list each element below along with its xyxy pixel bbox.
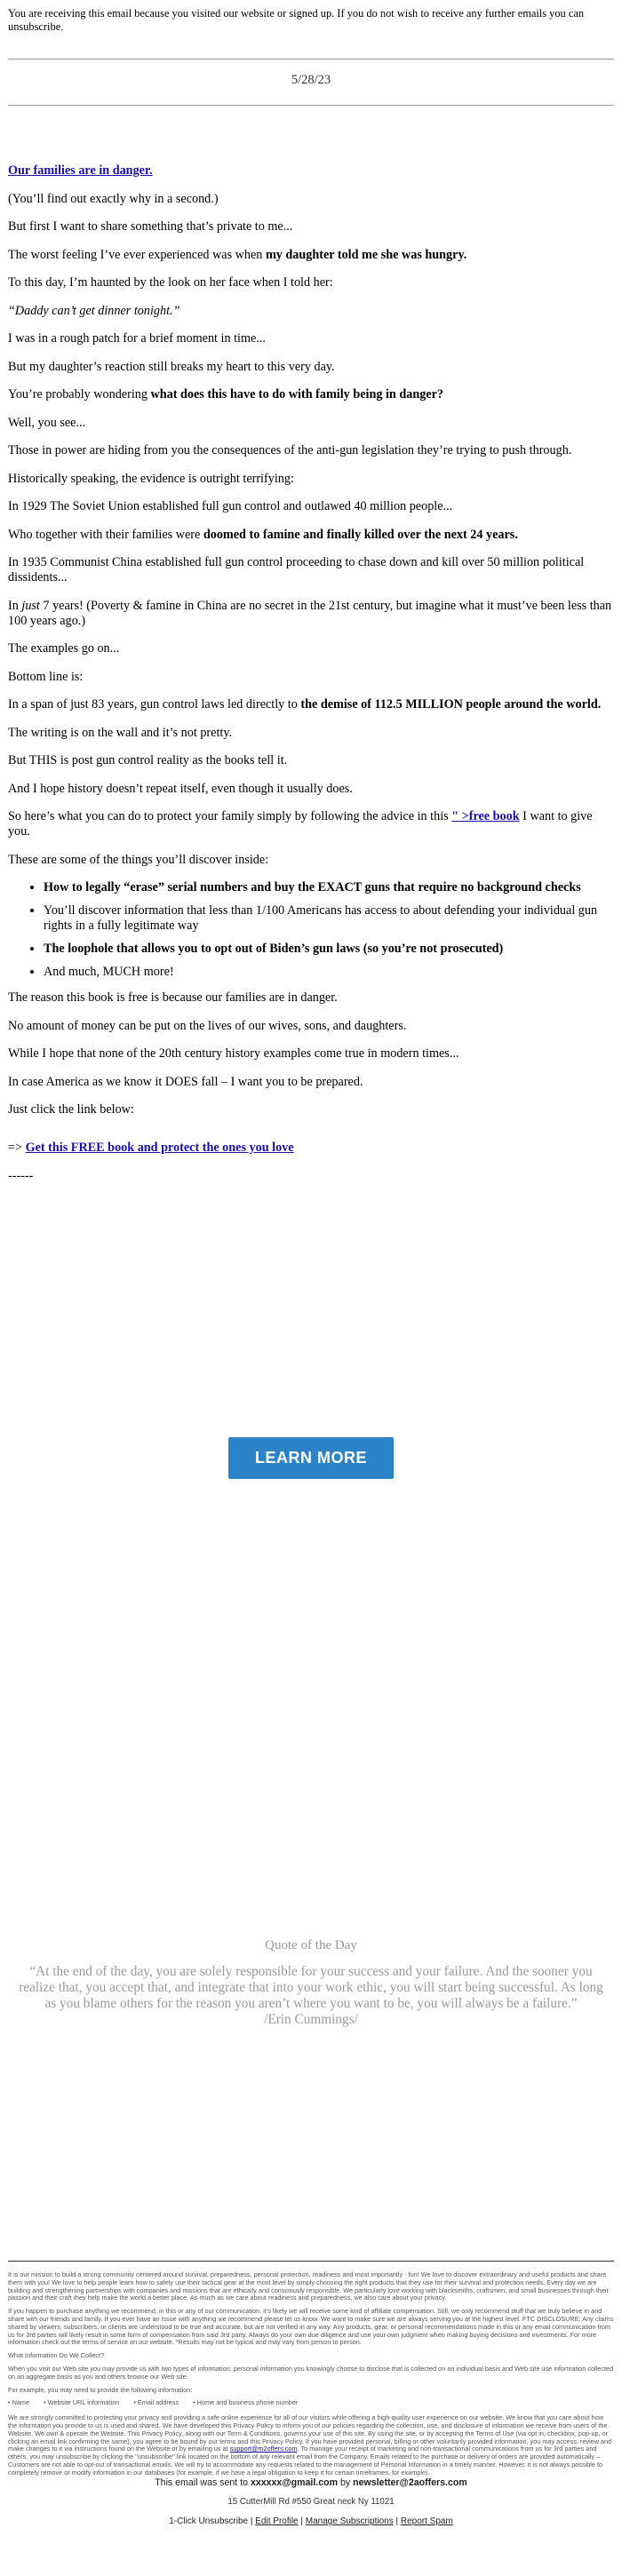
paragraph: Historically speaking, the evidence is outright terrifying: bbox=[8, 471, 294, 486]
paragraph: Well, you see... bbox=[8, 415, 86, 430]
list-item: • Home and business phone number bbox=[193, 2398, 299, 2407]
support-email-link[interactable]: support@m2offers.com bbox=[229, 2445, 298, 2453]
one-click-unsubscribe-link[interactable]: 1-Click Unsubscribe bbox=[169, 2516, 249, 2526]
sent-to-line: This email was sent to xxxxxx@gmail.com by newsletter@2aoffers.com bbox=[155, 2477, 467, 2488]
paragraph: In case America as we know it DOES fall – I want you to be prepared. bbox=[8, 1074, 363, 1089]
paragraph: No amount of money can be put on the lives of our wives, sons, and daughters. bbox=[8, 1018, 407, 1033]
edit-profile-link[interactable]: Edit Profile bbox=[255, 2516, 299, 2526]
quote-title: Quote of the Day bbox=[265, 1938, 357, 1952]
paragraph: The writing is on the wall and it’s not pretty. bbox=[8, 725, 233, 740]
dash-separator: ------ bbox=[8, 1168, 34, 1183]
disclosure-text: If you happen to purchase anything we recommend, in this or any of our communication, it's likely we will receive some kind of affiliate compensation. Still, we only recommend stuff that we truly believe in and share with our friends and family. If you ever have an issue with anything we recommend please let us know. We want to make sure we are always serving you at the highest level. FTC DISCLOSURE: Any claims shared by viewers, subscribers, or clients are understood to be true and accurate, but are not verified in any way. Any products, gear, or personal recommendations made in this or any email communication from us for 3rd parties will likely result in some form of compensation from said 3rd party. Always do your own due diligence and use your own judgment when making buying decisions and investments. For more information check out the terms of service on our website. *Results may not be typical and may vary from person to person. bbox=[8, 2307, 614, 2347]
paragraph: In 1929 The Soviet Union established full gun control and outlawed 40 million people... bbox=[8, 499, 453, 513]
paragraph: To this day, I’m haunted by the look on her face when I told her: bbox=[8, 275, 333, 290]
paragraph: These are some of the things you’ll discover inside: bbox=[8, 852, 269, 867]
free-book-link[interactable]: " >free book bbox=[451, 809, 520, 823]
report-spam-link[interactable]: Report Spam bbox=[400, 2516, 453, 2526]
email-body bbox=[8, 163, 614, 1197]
list-item: • Website URL information bbox=[44, 2398, 120, 2407]
list-item: • And much, MUCH more! bbox=[44, 965, 614, 980]
list-item: • The loophole that allows you to opt out of Biden’s gun laws (so you’re not prosecuted) bbox=[44, 942, 614, 957]
footer-divider bbox=[8, 2261, 614, 2262]
paragraph: The reason this book is free is because our families are in danger. bbox=[8, 990, 338, 1005]
footer-legal bbox=[8, 2271, 614, 2483]
privacy-policy-text: We are strongly committed to protecting your privacy and providing a safe online experience for all of our visitors while offering a high-quality user experience on our website. We know that you care about how the information you provide to us is used and shared. We have developed this Privacy Policy to inform you of our policies regarding the collection, use, and disclosure of information we receive from users of the Website. We own & operate the Website. This Privacy Policy, along with our Term & Conditions, governs your use of this site. By using the site, or by accepting the Terms of Use (via opt in, checkbox, pop-up, or clicking an email link confirming the same), you agree to be bound by our terms and this Privacy Policy. If you have provided personal, billing or other voluntarily provided information, you may access, review and make changes to it via instructions found on the Website or by emailing us at support@m2offers.com. To manage your receipt of marketing and non-transactional communications from us for 3rd parties and others, you may unsubscribe by clicking the "unsubscribe" link located on the bottom of any relevant email from the Company. Emails related to the purchase or delivery of orders are provided automatically – Customers are not able to opt-out of transactional emails. We will try to accommodate any requests related to the management of Personal Information in a timely manner. However, it is not always possible to completely remove or modify information in our databases (for example, if we have a legal obligation to keep it for certain timeframes, for example). bbox=[8, 2413, 612, 2477]
mailing-address: 15 CutterMill Rd #550 Great neck Ny 11021 bbox=[227, 2497, 395, 2507]
paragraph: But first I want to share something that’s private to me... bbox=[8, 219, 293, 234]
paragraph: Who together with their families were doomed to famine and finally killed over the next 24 years. bbox=[8, 527, 518, 542]
paragraph: Just click the link below: bbox=[8, 1102, 134, 1117]
paragraph: But THIS is post gun control reality as the books tell it. bbox=[8, 753, 288, 767]
privacy-text: When you visit our Web site you may provide us with two types of information: personal information you knowingly choose to disclose that is collected on an individual basis and Web site use information collected on an aggregate basis as you and others browse our Web site. bbox=[8, 2364, 614, 2381]
quote-text: “At the end of the day, you are solely responsible for your success and your failure. And the sooner you realize that, you accept that, and integrate that into your work ethic, you will start being successful. As long as you blame others for the reason you aren’t where you want to be, you will always be a failure.” bbox=[19, 1964, 603, 2011]
paragraph: While I hope that none of the 20th century history examples come true in modern times... bbox=[8, 1046, 459, 1061]
info-list bbox=[8, 2399, 614, 2407]
list-item: • You’ll discover information that less than 1/100 Americans has access to about defending your individual gun rights in a fully legitimate way bbox=[44, 903, 614, 934]
quote-line: “Daddy can’t get dinner tonight.” bbox=[8, 303, 180, 318]
cta-line: => Get this FREE book and protect the ones you love bbox=[8, 1141, 294, 1155]
manage-subscriptions-link[interactable]: Manage Subscriptions bbox=[305, 2516, 394, 2526]
paragraph: Bottom line is: bbox=[8, 669, 84, 684]
mission-text: It is our mission to build a strong community centered around survival, preparedness, personal protection, readiness and most importantly - fun! We love to discover extraordinary and useful products and share them with you! We love to help people learn how to safely use their tactical gear at the most level by simply choosing the right products that they use for their survival and protection needs. Every day we are building and strengthening partnerships with companies and missions that are ethically and consciously responsible. We particularly love working with blacksmiths, craftsmen, and small businesses through their passion and their craft they help make the world a better place. As much as we care about readiness and preparedness, we also care about your privacy. bbox=[8, 2270, 609, 2302]
paragraph: The examples go on... bbox=[8, 641, 120, 656]
paragraph: In 1935 Communist China established full gun control proceeding to chase down and kill over 50 million political dissidents... bbox=[8, 555, 585, 584]
paragraph: So here’s what you can do to protect your family simply by following the advice in this " >free book I want to give you. bbox=[8, 809, 593, 839]
paragraph: The worst feeling I’ve ever experienced was when my daughter told me she was hungry. bbox=[8, 247, 467, 262]
learn-more-button[interactable]: LEARN MORE bbox=[228, 1437, 394, 1479]
top-divider bbox=[8, 59, 614, 60]
paragraph: And I hope history doesn’t repeat itself, even though it usually does. bbox=[8, 781, 353, 796]
email-date: 5/28/23 bbox=[291, 73, 331, 87]
list-item: • Name bbox=[8, 2398, 30, 2407]
quote-author: /Erin Cummings/ bbox=[264, 2012, 358, 2027]
cta-link[interactable]: Get this FREE book and protect the ones you love bbox=[25, 1141, 294, 1155]
paragraph: You’re probably wondering what does this have to do with family being in danger? bbox=[8, 387, 444, 402]
paragraph: In a span of just 83 years, gun control laws led directly to the demise of 112.5 MILLION people around the world. bbox=[8, 697, 602, 712]
privacy-text: For example, you may need to provide the following information: bbox=[8, 2385, 193, 2394]
paragraph: Those in power are hiding from you the consequences of the anti-gun legislation they’re trying to push through. bbox=[8, 443, 572, 457]
paragraph: In just 7 years! (Poverty & famine in China are no secret in the 21st century, but imagine what it must’ve been less than 100 years ago.) bbox=[8, 598, 612, 628]
email-notice: You are receiving this email because you visited our website or signed up. If you do not wish to receive any further emails you can unsubscribe. bbox=[8, 7, 585, 33]
quote-block bbox=[12, 1964, 610, 2028]
paragraph: I was in a rough patch for a brief moment in time... bbox=[8, 331, 266, 346]
date-divider bbox=[8, 105, 614, 106]
headline-link[interactable]: Our families are in danger. bbox=[8, 163, 153, 178]
paragraph: (You’ll find out exactly why in a second.) bbox=[8, 191, 219, 206]
list-item: • Email address bbox=[133, 2398, 179, 2407]
paragraph: But my daughter’s reaction still breaks my heart to this very day. bbox=[8, 359, 335, 374]
benefits-list bbox=[8, 880, 614, 980]
footer-links: 1-Click Unsubscribe | Edit Profile | Manage Subscriptions | Report Spam bbox=[169, 2516, 453, 2526]
list-item: • How to legally “erase” serial numbers and buy the EXACT guns that require no background checks bbox=[44, 880, 614, 895]
privacy-heading: What Information Do We Collect? bbox=[8, 2351, 105, 2360]
